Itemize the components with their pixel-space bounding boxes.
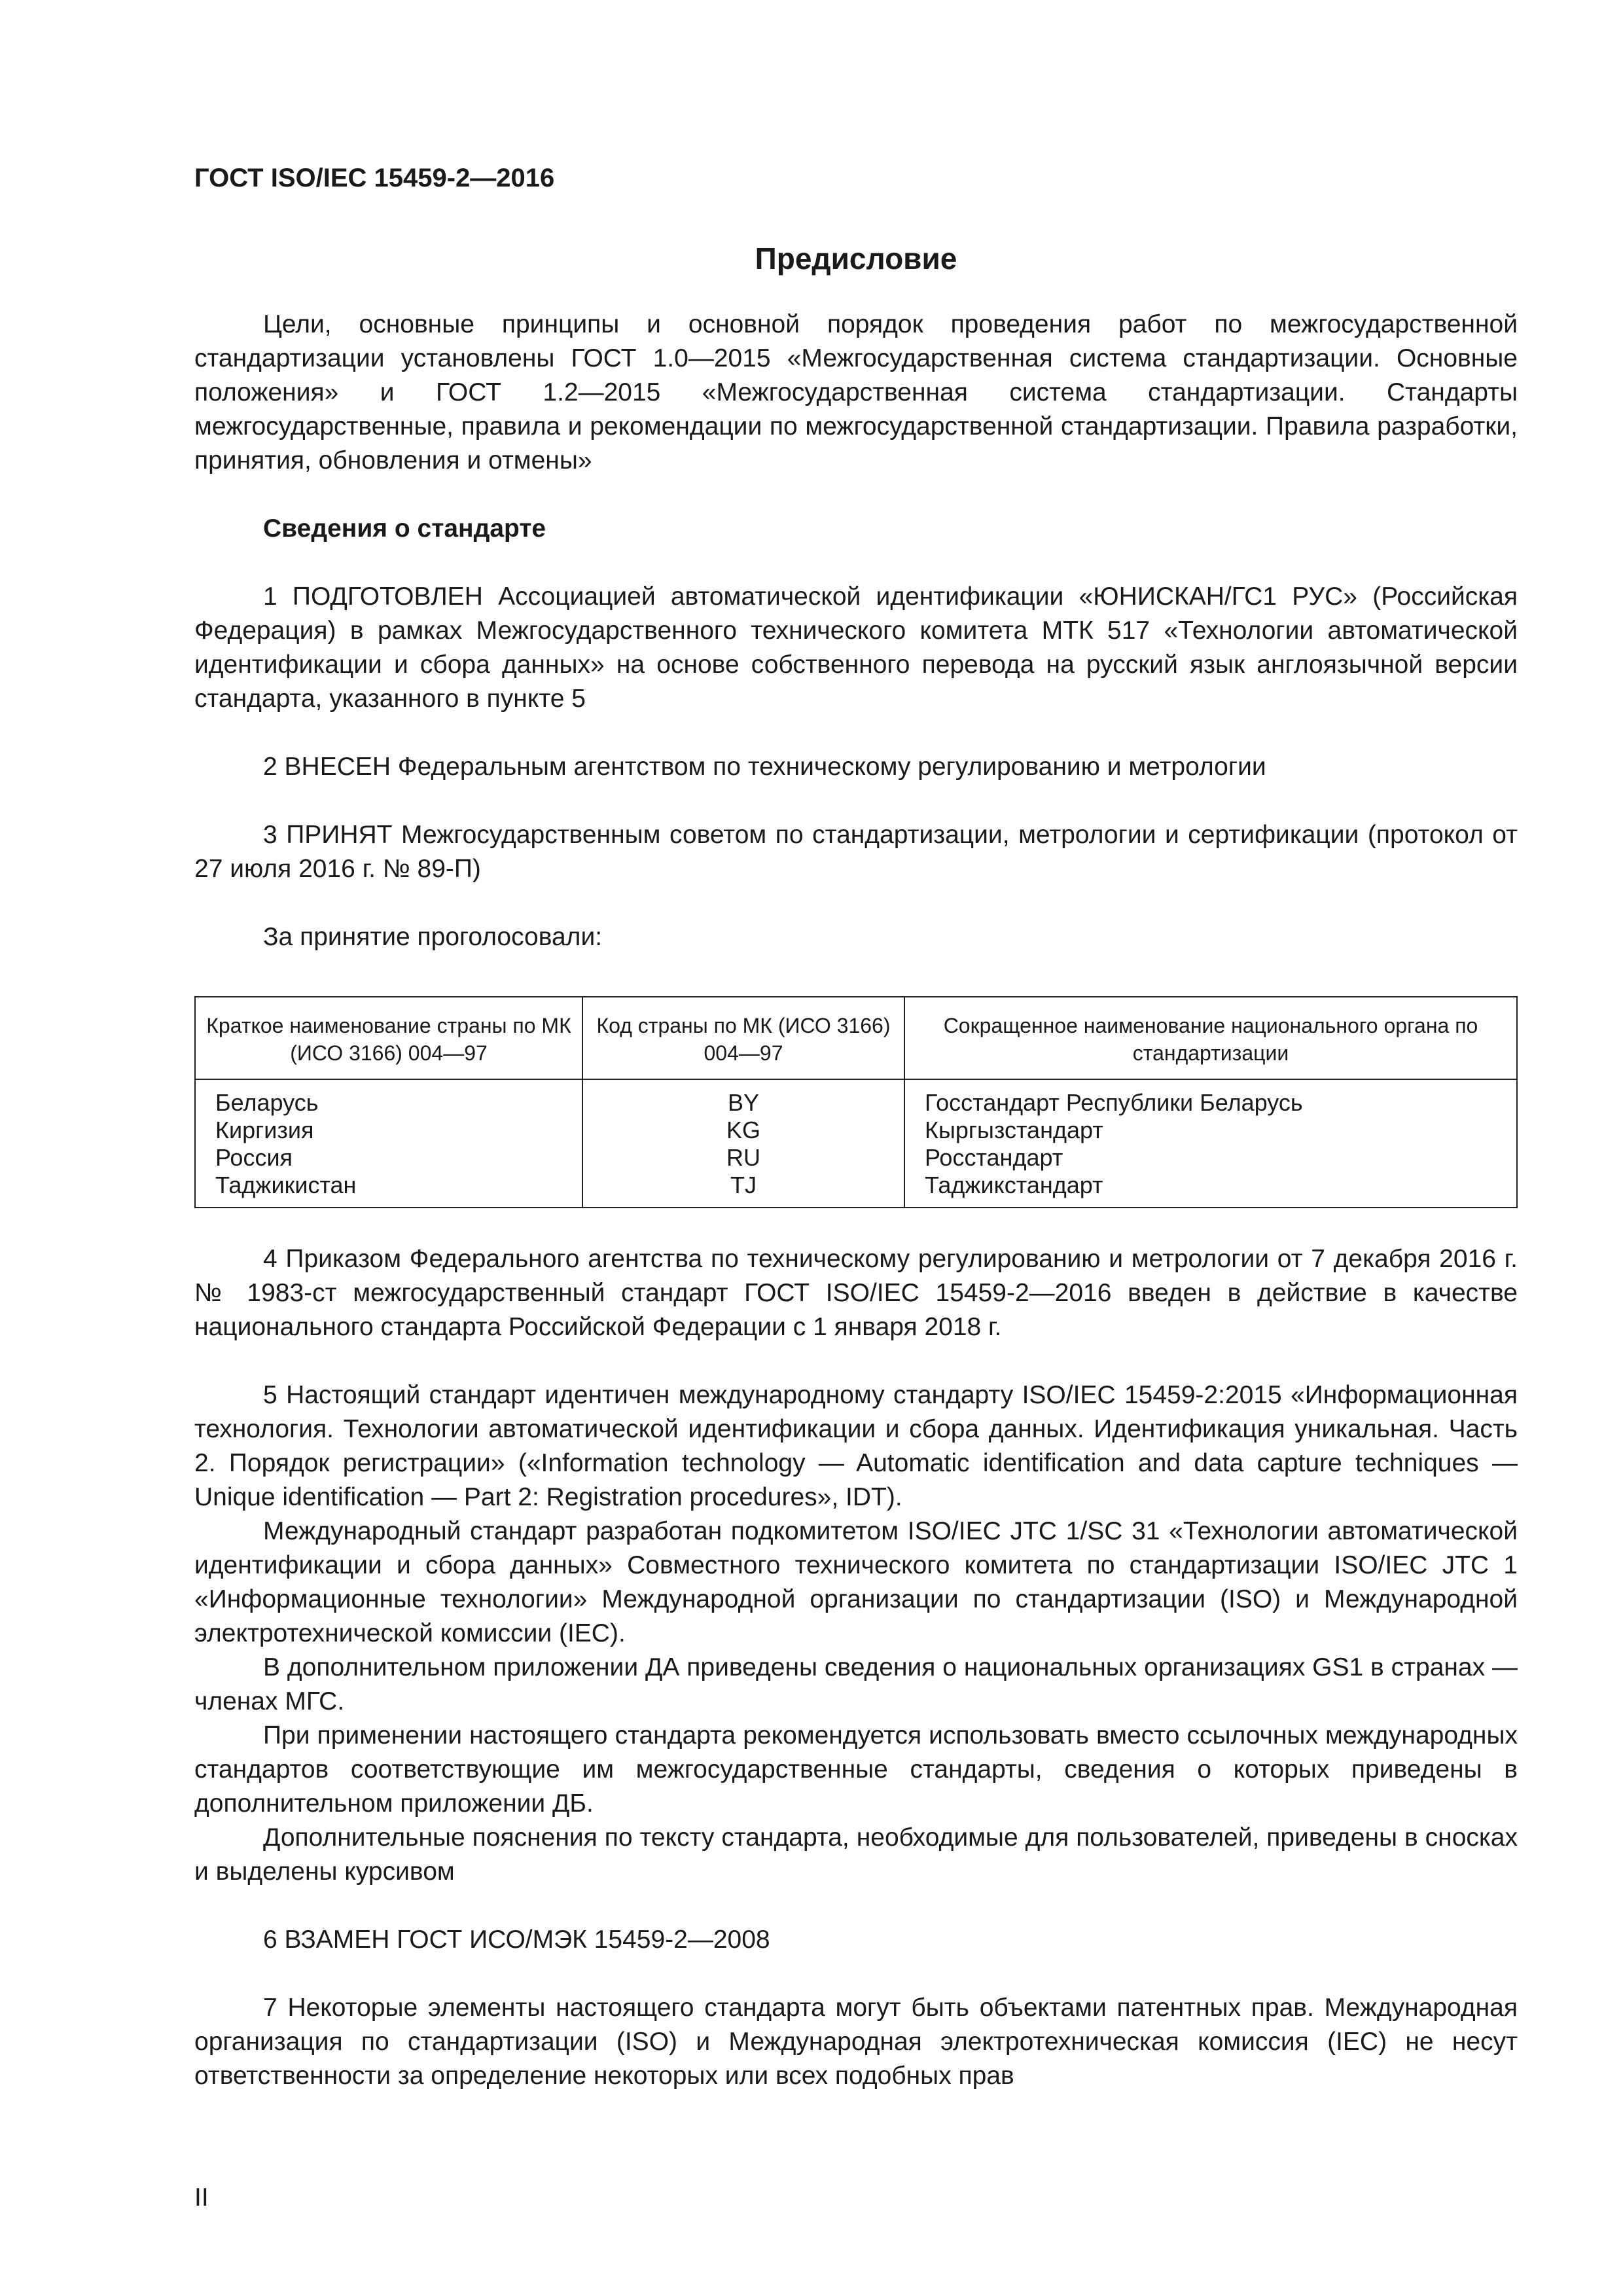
country-names-cell <box>195 1079 582 1208</box>
page-title: Предисловие <box>755 242 957 276</box>
standards-body: Госстандарт Республики Беларусь <box>925 1089 1303 1116</box>
item-1-paragraph: 1 ПОДГОТОВЛЕН Ассоциацией автоматической идентификации «ЮНИСКАН/ГС1 РУС» (Российская Федерация) в рамках Межгосударственного технического комитета МТК 517 «Технологии автоматической идентификации и сбора данных» на основе собственного перевода на русский язык англоязычной версии стандарта, указанного в пункте 5 <box>194 583 1518 713</box>
item-5-annex-db-paragraph: При применении настоящего стандарта рекомендуется использовать вместо ссылочных международных стандартов соответствующие им межгосударственные стандарты, сведения о которых приведены в дополнительном приложении ДБ. <box>194 1721 1518 1818</box>
standards-body: Кыргызстандарт <box>925 1117 1103 1143</box>
section-heading: Сведения о стандарте <box>263 514 546 543</box>
table-header-row <box>195 997 1517 1079</box>
item-7-paragraph: 7 Некоторые элементы настоящего стандарта могут быть объектами патентных прав. Международная организация по стандартизации (ISO) и Международная электротехническая комиссия (IEC) не несут ответственности за определение некоторых или всех подобных прав <box>194 1994 1518 2090</box>
standards-body: Таджикстандарт <box>925 1172 1103 1198</box>
country-name: Россия <box>215 1144 293 1171</box>
item-4-paragraph: 4 Приказом Федерального агентства по техническому регулированию и метрологии от 7 декабря 2016 г. № 1983-ст межгосударственный стандарт ГОСТ ISO/IEC 15459-2—2016 введен в действие в качестве национального стандарта Российской Федерации с 1 января 2018 г. <box>194 1245 1518 1341</box>
item-5-annex-da-paragraph: В дополнительном приложении ДА приведены сведения о национальных организациях GS1 в странах — членах МГС. <box>194 1653 1518 1715</box>
item-5-notes-paragraph: Дополнительные пояснения по тексту стандарта, необходимые для пользователей, приведены в сносках и выделены курсивом <box>194 1823 1518 1886</box>
country-code: TJ <box>730 1172 757 1198</box>
vote-intro: За принятие проголосовали: <box>263 923 603 951</box>
country-name: Киргизия <box>215 1117 314 1143</box>
country-name: Таджикистан <box>215 1172 357 1198</box>
country-name: Беларусь <box>215 1089 319 1116</box>
document-header: ГОСТ ISO/IEC 15459-2—2016 <box>194 164 555 192</box>
country-code: KG <box>726 1117 760 1143</box>
voting-table <box>194 996 1518 1208</box>
item-5-paragraph: 5 Настоящий стандарт идентичен международному стандарту ISO/IEC 15459-2:2015 «Информационная технология. Технологии автоматической идентификации и сбора данных. Идентификация уникальная. Часть 2. Порядок регистрации» («Information technology — Automatic identification and data capture techniques — Unique identification — Part 2: Registration procedures», IDT). <box>194 1381 1518 1511</box>
country-code: BY <box>727 1089 760 1116</box>
header-standards-body: Сокращенное наименование национального органа по стандартизации <box>904 997 1517 1079</box>
country-code: RU <box>726 1144 760 1171</box>
item-2-paragraph: 2 ВНЕСЕН Федеральным агентством по техническому регулированию и метрологии <box>263 753 1266 781</box>
page-number: II <box>194 2183 209 2212</box>
item-5-international-paragraph: Международный стандарт разработан подкомитетом ISO/IEC JTC 1/SC 31 «Технологии автоматической идентификации и сбора данных» Совместного технического комитета по стандартизации ISO/IEC JTC 1 «Информационные технологии» Международной организации по стандартизации (ISO) и Международной электротехнической комиссии (IEC). <box>194 1517 1518 1647</box>
item-3-paragraph: 3 ПРИНЯТ Межгосударственным советом по стандартизации, метрологии и сертификации (протокол от 27 июля 2016 г. № 89-П) <box>194 821 1518 883</box>
header-country-name: Краткое наименование страны по МК (ИСО 3166) 004—97 <box>195 997 582 1079</box>
document-body <box>194 308 1518 2093</box>
country-codes-cell <box>582 1079 904 1208</box>
item-6-paragraph: 6 ВЗАМЕН ГОСТ ИСО/МЭК 15459-2—2008 <box>263 1926 770 1954</box>
intro-paragraph: Цели, основные принципы и основной порядок проведения работ по межгосударственной стандартизации установлены ГОСТ 1.0—2015 «Межгосударственная система стандартизации. Основные положения» и ГОСТ 1.2—2015 «Межгосударственная система стандартизации. Стандарты межгосударственные, правила и рекомендации по межгосударственной стандартизации. Правила разработки, принятия, обновления и отмены» <box>194 310 1518 475</box>
standards-body: Росстандарт <box>925 1144 1063 1171</box>
table-row <box>195 1079 1517 1208</box>
standards-bodies-cell <box>904 1079 1517 1208</box>
header-country-code: Код страны по МК (ИСО 3166) 004—97 <box>582 997 904 1079</box>
